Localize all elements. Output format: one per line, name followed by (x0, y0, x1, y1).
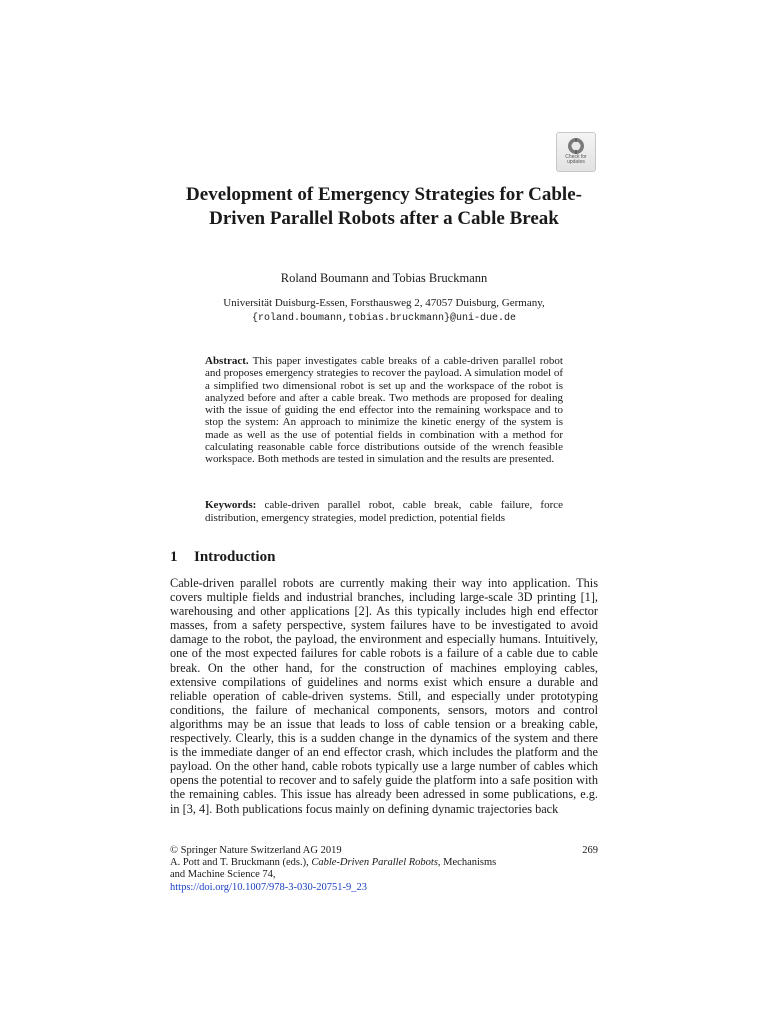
abstract-label: Abstract. (205, 355, 249, 367)
page-number: 269 (582, 845, 598, 856)
introduction-paragraph: Cable-driven parallel robots are currently making their way into application. This covers multiple fields and industrial branches, including large-scale 3D printing [1], warehousing and other applications [2]. As this typically includes high end effector masses, from a safety perspective, system failures have to be investigated to avoid damage to the robot, the payload, the environment and especially humans. Intuitively, one of the most expected failures for cable robots is a failure of a cable due to cable break. On the other hand, for the construction of machines employing cables, extensive compilations of guidelines and norms exist which ensure a durable and reliable operation of cable-driven systems. Still, and especially under prototyping conditions, the failure of mechanical components, sensors, motors and control algorithms may be an issue that leads to loss of cable tension or a breaking cable, respectively. Clearly, this is a sudden change in the dynamics of the system and there is the immediate danger of an end effector crash, which includes the platform and the payload. On the other hand, cable robots typically use a large number of cables which opens the potential to recover and to safely guide the platform into a safe position with the remaining cables. This issue has already been adressed in some publications, e.g. in [3, 4]. Both publications focus mainly on defining dynamic trajectories back (170, 576, 598, 816)
section-title: Introduction (194, 549, 276, 565)
affiliation-block (170, 296, 598, 326)
paper-title: Development of Emergency Strategies for Cable-Driven Parallel Robots after a Cable Break (186, 184, 582, 229)
author-list: Roland Boumann and Tobias Bruckmann (280, 271, 488, 285)
copyright-line: © Springer Nature Switzerland AG 2019 (170, 845, 342, 856)
footer-citation (170, 845, 510, 894)
editors: A. Pott and T. Bruckmann (eds.), (170, 857, 309, 869)
check-updates-icon (567, 137, 585, 155)
series-info: , Mechanisms and Machine Science 74, (170, 857, 497, 881)
author-emails: {roland.boumann,tobias.bruckmann}@uni-due.de (251, 313, 517, 324)
badge-line-1: Check for (565, 154, 587, 160)
badge-line-2: updates (567, 159, 585, 165)
keywords (205, 499, 563, 525)
book-citation (170, 857, 510, 881)
book-title: Cable-Driven Parallel Robots (311, 857, 438, 869)
check-for-updates-badge[interactable] (556, 132, 596, 172)
abstract (205, 355, 563, 466)
abstract-text: This paper investigates cable breaks of a cable-driven parallel robot and proposes emergency strategies to recover the payload. A simulation model of a simplified two dimensional robot is set up and the workspace of the robot is analyzed before and after a cable break. Two methods are proposed for dealing with the issue of guiding the end effector into the remaining workspace and to stop the system: An approach to minimize the kinetic energy of the system is made as well as the use of potential fields in combination with a method for calculating reasonable cable force distributions outside of the wrench feasible workspace. Both methods are tested in simulation and the results are presented. (205, 355, 563, 466)
section-number: 1 (170, 549, 178, 565)
keywords-text: cable-driven parallel robot, cable break, cable failure, force distribution, emergency strategies, model prediction, potential fields (205, 499, 563, 524)
section-heading (170, 548, 598, 566)
keywords-label: Keywords: (205, 499, 257, 511)
affiliation: Universität Duisburg-Essen, Forsthausweg 2, 47057 Duisburg, Germany, (223, 297, 545, 309)
doi-link[interactable]: https://doi.org/10.1007/978-3-030-20751-9_23 (170, 881, 367, 893)
